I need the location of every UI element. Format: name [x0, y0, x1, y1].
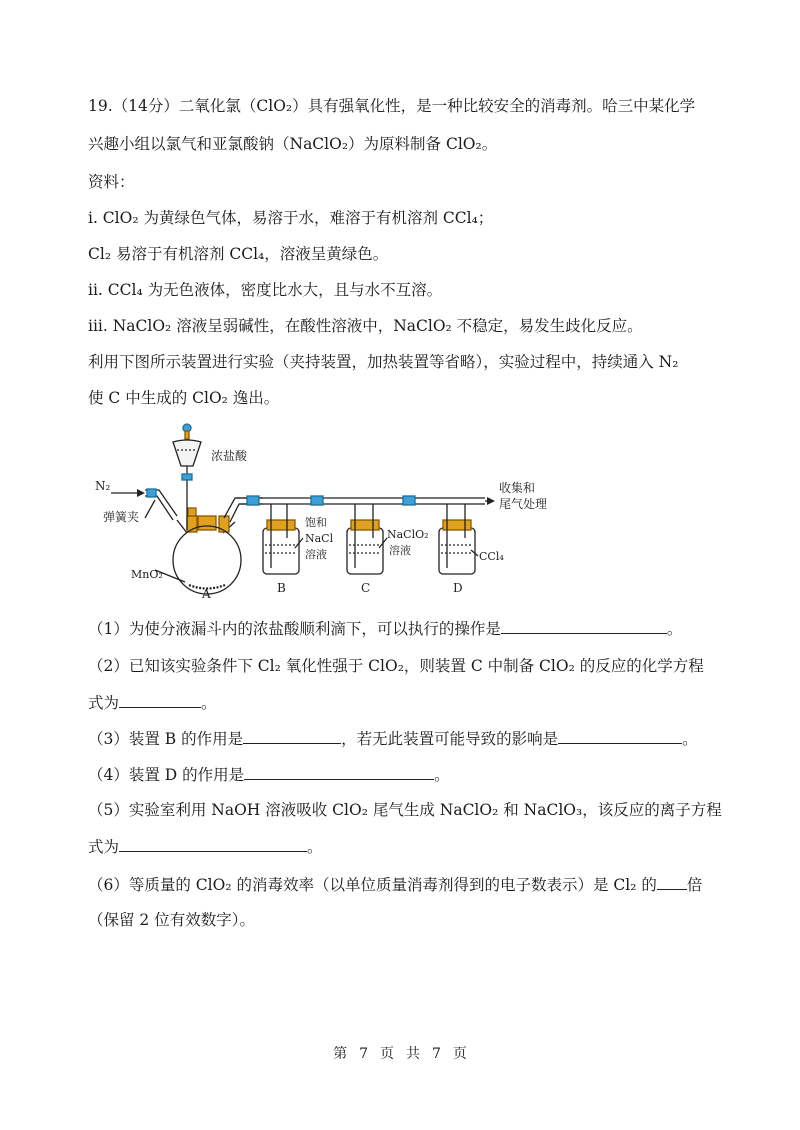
answer-blank-3a[interactable] — [243, 728, 341, 744]
answer-blank-6[interactable] — [657, 874, 687, 890]
reference-item-2: ii. CCl₄ 为无色液体，密度比水大，且与水不互溶。 — [88, 281, 443, 299]
subquestion-5-cont: 式为 。 — [88, 838, 323, 856]
subquestion-5: （5）实验室利用 NaOH 溶液吸收 ClO₂ 尾气生成 NaClO₂ 和 NaClO₃，该反应的离子方程 — [88, 801, 722, 819]
answer-blank-3b[interactable] — [558, 728, 682, 744]
reference-item-1-cont: Cl₂ 易溶于有机溶剂 CCl₄，溶液呈黄绿色。 — [88, 245, 389, 263]
answer-blank-5[interactable] — [119, 836, 307, 852]
reference-item-3: iii. NaClO₂ 溶液呈弱碱性，在酸性溶液中，NaClO₂ 不稳定，易发生歧化反应。 — [88, 317, 643, 335]
instruction-line-2: 使 C 中生成的 ClO₂ 逸出。 — [88, 389, 280, 407]
label-collect-1: 收集和 — [499, 481, 536, 495]
subquestion-6: （6）等质量的 ClO₂ 的消毒效率（以单位质量消毒剂得到的电子数表示）是 Cl₂ 的 倍 — [88, 876, 703, 894]
subquestion-2-cont: 式为 。 — [88, 694, 217, 712]
subquestion-6-cont: （保留 2 位有效数字）。 — [88, 911, 255, 929]
label-b: B — [277, 581, 286, 595]
label-ccl4: CCl₄ — [479, 550, 504, 563]
flask-a — [173, 526, 241, 594]
reference-heading: 资料： — [88, 173, 135, 191]
label-naclo2-1: NaClO₂ — [387, 528, 429, 541]
label-clamp: 弹簧夹 — [103, 510, 140, 524]
page-footer: 第 7 页 共 7 页 — [333, 1046, 467, 1062]
funnel-stopcock-icon — [182, 474, 192, 480]
answer-blank-1[interactable] — [501, 618, 667, 634]
bottle-c — [347, 528, 383, 574]
answer-blank-4[interactable] — [244, 764, 434, 780]
subquestion-4: （4）装置 D 的作用是 。 — [88, 766, 450, 784]
reference-item-1: i. ClO₂ 为黄绿色气体，易溶于水，难溶于有机溶剂 CCl₄； — [88, 209, 494, 227]
label-nacl-1: 饱和 — [305, 516, 327, 529]
label-c: C — [361, 581, 371, 595]
subquestion-3: （3）装置 B 的作用是 ，若无此装置可能导致的影响是 。 — [88, 730, 698, 748]
label-a: A — [202, 587, 211, 600]
label-hcl: 浓盐酸 — [211, 449, 248, 463]
label-nacl-3: 溶液 — [305, 548, 327, 561]
question-line-2: 兴趣小组以氯气和亚氯酸钠（NaClO₂）为原料制备 ClO₂。 — [88, 135, 498, 153]
instruction-line-1: 利用下图所示装置进行实验（夹持装置，加热装置等省略），实验过程中，持续通入 N₂ — [88, 353, 679, 371]
apparatus-diagram — [85, 420, 565, 600]
subquestion-1: （1）为使分液漏斗内的浓盐酸顺利滴下，可以执行的操作是 。 — [88, 620, 683, 638]
label-n2: N₂ — [95, 479, 111, 493]
label-nacl-2: NaCl — [305, 532, 334, 545]
answer-blank-2[interactable] — [119, 692, 201, 708]
label-d: D — [453, 581, 463, 595]
label-mno2: MnO₂ — [131, 568, 163, 581]
spring-clamp-icon — [147, 489, 156, 497]
subquestion-2: （2）已知该实验条件下 Cl₂ 氧化性强于 ClO₂，则装置 C 中制备 ClO₂ 的反应的化学方程 — [88, 657, 704, 675]
question-line-1: 19.（14分）二氧化氯（ClO₂）具有强氧化性，是一种比较安全的消毒剂。哈三中某化学 — [88, 97, 696, 115]
bottle-d — [439, 528, 475, 574]
label-naclo2-2: 溶液 — [389, 544, 411, 557]
bottle-b — [263, 528, 299, 574]
separatory-funnel — [173, 440, 201, 466]
label-collect-2: 尾气处理 — [499, 497, 548, 511]
